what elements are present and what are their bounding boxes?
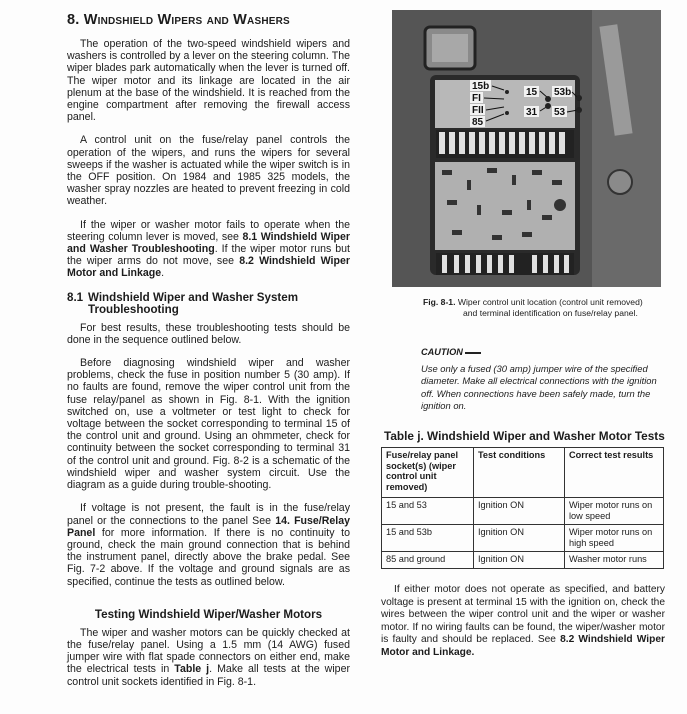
label-31: 31 bbox=[526, 107, 538, 118]
section-title: 8. Windshield Wipers and Washers bbox=[67, 12, 290, 28]
caution-box bbox=[421, 346, 661, 412]
header-results: Correct test results bbox=[565, 448, 664, 498]
intro-paragraph-1: The operation of the two-speed windshield wipers and washers is controlled by a lever on the steering column. The wiper blades park automatically when the lever is turned off. The wiper motor and its linkage are located in the air plenum at the base of the windshield. It is reached from the engine compartment after removing the firewall access panel. bbox=[67, 38, 350, 124]
subsection-title bbox=[67, 292, 350, 316]
table-row bbox=[382, 525, 664, 552]
testing-paragraph bbox=[67, 627, 350, 688]
caption-line1: Wiper control unit location (control unit removed) bbox=[457, 297, 643, 307]
cell-socket: 85 and ground bbox=[382, 552, 474, 569]
xref-fuse-relay-panel: 14. Fuse/Relay Panel bbox=[67, 514, 351, 539]
header-conditions: Test conditions bbox=[474, 448, 565, 498]
figure-label: Fig. 8-1. bbox=[423, 297, 456, 307]
cell-result: Wiper motor runs on low speed bbox=[565, 498, 664, 525]
table-header-row bbox=[382, 448, 664, 498]
intro-paragraph-3 bbox=[67, 219, 350, 280]
table-row bbox=[382, 498, 664, 525]
xref-troubleshooting: 8.1 Windshield Wiper and Washer Troubleshooting bbox=[67, 230, 350, 256]
text: . Make all tests at the wiper control unit sockets identified in Fig. 8-1. bbox=[67, 663, 350, 688]
cell-condition: Ignition ON bbox=[474, 498, 565, 525]
label-15: 15 bbox=[526, 87, 538, 98]
troubleshooting-paragraph-1: For best results, these troubleshooting tests should be done in the sequence outlined below. bbox=[67, 321, 350, 346]
caution-rule-icon bbox=[465, 352, 481, 354]
cell-condition: Ignition ON bbox=[474, 552, 565, 569]
motor-tests-table bbox=[381, 447, 664, 569]
label-fi: FI bbox=[472, 93, 481, 104]
cell-socket: 15 and 53 bbox=[382, 498, 474, 525]
xref-table-j: Table j bbox=[174, 663, 210, 676]
text: . bbox=[161, 267, 165, 280]
subsection-title-line2: Troubleshooting bbox=[88, 302, 179, 316]
xref-wiper-motor-linkage: 8.2 Windshield Wiper Motor and Linkage. bbox=[381, 634, 665, 658]
text: If voltage is not present, the fault is in the fuse/relay panel or the connections to the panel See bbox=[67, 502, 350, 527]
caution-title-text: CAUTION bbox=[421, 347, 463, 357]
subsection-title-line1: Windshield Wiper and Washer System bbox=[88, 290, 299, 304]
text: for more information. If there is no continuity to ground, check the main ground connection that is behind the instrument panel, directly above the brake pedal. See Fig. 7-2 above. If the voltage and ground signals are as specified, continue the tests as outlined below. bbox=[67, 526, 350, 588]
figure-caption bbox=[423, 297, 673, 319]
after-table-text bbox=[381, 584, 665, 671]
header-socket: Fuse/relay panel socket(s) (wiper control unit removed) bbox=[382, 448, 474, 498]
text: If either motor does not operate as specified, and battery voltage is present at terminal 15 with the ignition on, check the wires between the wiper control unit and the wiper or washer motor. If no wiring faults can be found, the wiper/washer motor is faulty and should be replaced. See bbox=[381, 584, 665, 646]
text: . If the wiper motor runs but the wiper arms do not move, see bbox=[67, 243, 351, 268]
troubleshooting-paragraph-3 bbox=[67, 502, 350, 587]
table-row bbox=[382, 552, 664, 569]
label-15b: 15b bbox=[472, 81, 490, 92]
text: The wiper and washer motors can be quickly checked at the fuse/relay panel. Using a 1.5 mm (14 AWG) fused jumper wire with flat spade connectors on either end, make the electrical tests in bbox=[67, 626, 350, 676]
fuse-relay-panel-photo bbox=[392, 10, 661, 287]
fuse-panel-image bbox=[392, 10, 661, 287]
label-53: 53 bbox=[554, 107, 566, 118]
after-table-paragraph bbox=[381, 584, 665, 660]
text: If the wiper or washer motor fails to operate when the steering column lever is moved, see bbox=[67, 218, 350, 243]
table-title: Table j. Windshield Wiper and Washer Motor Tests bbox=[384, 429, 665, 443]
cell-condition: Ignition ON bbox=[474, 525, 565, 552]
label-53b: 53b bbox=[554, 87, 572, 98]
intro-paragraph-2: A control unit on the fuse/relay panel controls the operation of the wipers, and runs the wipers for several sweeps if the washer is actuated while the wiper switch is in the OFF position. On 1984 and 1985 325 models, the washer spray nozzles are heated to prevent freezing in cold weather. bbox=[67, 134, 350, 208]
left-column bbox=[67, 8, 350, 699]
testing-title: Testing Windshield Wiper/Washer Motors bbox=[94, 607, 323, 621]
xref-wiper-motor: 8.2 Windshield Wiper Motor and Linkage bbox=[67, 255, 350, 280]
label-85: 85 bbox=[472, 117, 484, 128]
troubleshooting-paragraph-2: Before diagnosing windshield wiper and washer problems, check the fuse in position number 5 (30 amp). If no faults are found, remove the wiper control unit from the fuse relay/panel as shown in Fig. 8-1. With the ignition switched on, use a voltmeter or test light to check for voltage between the socket corresponding to terminal 15 of the control unit and ground. Using an ohmmeter, check for continuity between the socket corresponding to terminal 31 of the control unit and ground. Fig. 8-2 is a schematic of the windshield wiper and washer system circuit. Use the diagram as a guide during trouble-shooting. bbox=[67, 357, 350, 492]
caution-text: Use only a fused (30 amp) jumper wire of the specified diameter. Make all electrical connections with the ignition off. When connections have been safely made, turn the ignition on. bbox=[421, 363, 657, 411]
cell-socket: 15 and 53b bbox=[382, 525, 474, 552]
label-fii: FII bbox=[472, 105, 484, 116]
caution-title bbox=[421, 346, 661, 358]
caption-line2: and terminal identification on fuse/relay panel. bbox=[463, 308, 638, 318]
cell-result: Washer motor runs bbox=[565, 552, 664, 569]
right-column bbox=[381, 0, 667, 714]
subsection-number: 8.1 bbox=[67, 290, 84, 304]
cell-result: Wiper motor runs on high speed bbox=[565, 525, 664, 552]
